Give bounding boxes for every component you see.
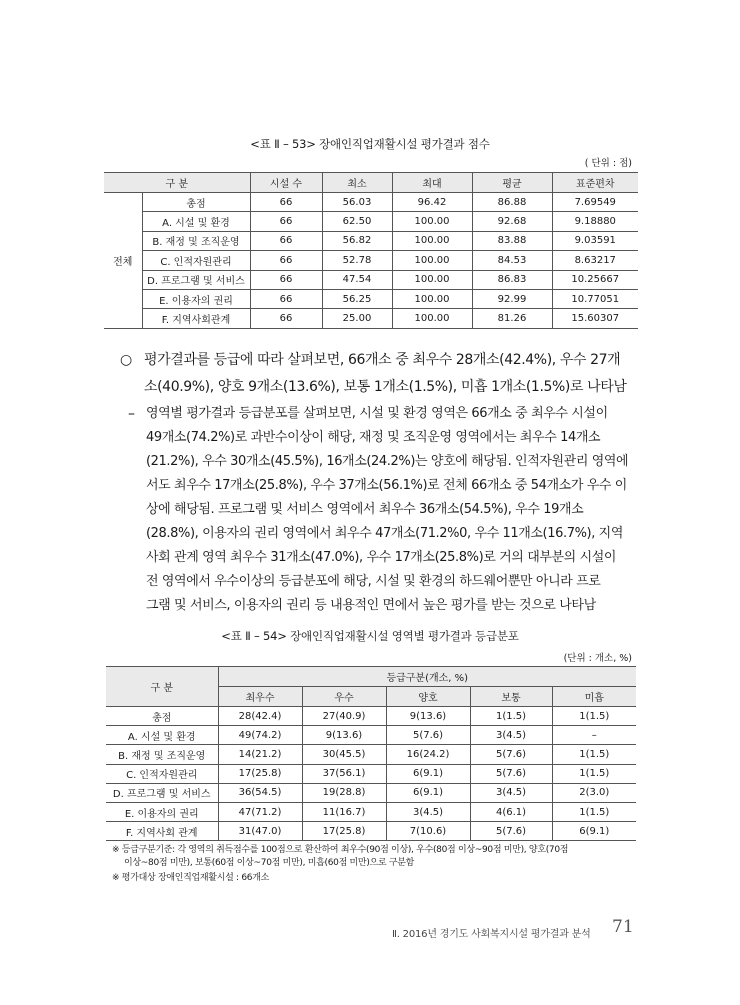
note-grade-criteria-1: ※ 등급구분기준: 각 영역의 취득점수를 100점으로 환산하여 최우수(90점 이상), 우수(80점 이상~90점 미만), 양호(70점 bbox=[112, 845, 569, 855]
bullet-marker: ○ bbox=[120, 352, 132, 368]
cell-value: 3(4.5) bbox=[470, 726, 552, 745]
cell-value: 31(47.0) bbox=[218, 822, 302, 841]
cell-value: 9(13.6) bbox=[386, 707, 470, 726]
cell-avg: 81.26 bbox=[472, 309, 552, 328]
row-label: B. 재정 및 조직운영 bbox=[142, 231, 250, 250]
cell-value: 1(1.5) bbox=[552, 802, 636, 821]
cell-sd: 7.69549 bbox=[552, 193, 638, 212]
table-53-caption: <표 Ⅱ – 53> 장애인직업재활시설 평가결과 점수 bbox=[250, 137, 490, 151]
cell-sd: 15.60307 bbox=[552, 309, 638, 328]
table-row bbox=[104, 231, 638, 250]
cell-value: 5(7.6) bbox=[470, 745, 552, 764]
cell-sd: 8.63217 bbox=[552, 251, 638, 270]
cell-value: 27(40.9) bbox=[302, 707, 386, 726]
cell-count: 66 bbox=[250, 270, 322, 289]
cell-value: 6(9.1) bbox=[386, 783, 470, 802]
row-label: D. 프로그램 및 서비스 bbox=[106, 783, 218, 802]
header-max: 최대 bbox=[392, 173, 472, 193]
row-label: F. 지역사회관계 bbox=[142, 309, 250, 328]
cell-value: 2(3.0) bbox=[552, 783, 636, 802]
cell-value: 14(21.2) bbox=[218, 745, 302, 764]
table-row bbox=[106, 822, 636, 841]
cell-count: 66 bbox=[250, 289, 322, 308]
cell-max: 100.00 bbox=[392, 289, 472, 308]
cell-value: – bbox=[552, 726, 636, 745]
table-row bbox=[104, 251, 638, 270]
header-grade: 보통 bbox=[470, 687, 552, 707]
table-row bbox=[106, 745, 636, 764]
dash-marker: – bbox=[128, 406, 135, 422]
note-grade-criteria-2: 이상~80점 미만), 보통(60점 이상~70점 미만), 미흡(60점 미만)으로 구분함 bbox=[124, 858, 415, 868]
row-label: C. 인적자원관리 bbox=[142, 251, 250, 270]
dash-line-7: 사회 관계 영역 최우수 31개소(47.0%), 우수 17개소(25.8%)로 거의 대부분의 시설이 bbox=[146, 550, 617, 565]
dash-line-6: (28.8%), 이용자의 권리 영역에서 최우수 47개소(71.2%0, 우수 11개소(16.7%), 지역 bbox=[146, 526, 623, 541]
cell-value: 5(7.6) bbox=[470, 764, 552, 783]
cell-min: 56.03 bbox=[322, 193, 392, 212]
dash-line-1: 영역별 평가결과 등급분포를 살펴보면, 시설 및 환경 영역은 66개소 중 최우수 시설이 bbox=[146, 406, 608, 421]
cell-avg: 92.99 bbox=[472, 289, 552, 308]
cell-value: 47(71.2) bbox=[218, 802, 302, 821]
header-grade: 양호 bbox=[386, 687, 470, 707]
cell-value: 49(74.2) bbox=[218, 726, 302, 745]
row-label: 총점 bbox=[106, 707, 218, 726]
table-row bbox=[104, 289, 638, 308]
table-row bbox=[104, 193, 638, 212]
row-label: E. 이용자의 권리 bbox=[142, 289, 250, 308]
cell-value: 1(1.5) bbox=[552, 745, 636, 764]
cell-sd: 10.25667 bbox=[552, 270, 638, 289]
table-header-row bbox=[106, 667, 636, 687]
cell-min: 47.54 bbox=[322, 270, 392, 289]
row-label: F. 지역사회 관계 bbox=[106, 822, 218, 841]
table-row bbox=[106, 783, 636, 802]
dash-line-4: 서도 최우수 17개소(25.8%), 우수 37개소(56.1%)로 전체 66개소 중 54개소가 우수 이 bbox=[146, 478, 627, 493]
dash-line-3: (21.2%), 우수 30개소(45.5%), 16개소(24.2%)는 양호에 해당됨. 인적자원관리 영역에 bbox=[146, 454, 629, 469]
table-row bbox=[104, 212, 638, 231]
cell-value: 7(10.6) bbox=[386, 822, 470, 841]
cell-avg: 83.88 bbox=[472, 231, 552, 250]
header-sd: 표준편차 bbox=[552, 173, 638, 193]
header-grade: 미흡 bbox=[552, 687, 636, 707]
note-target: ※ 평가대상 장애인직업재활시설 : 66개소 bbox=[112, 873, 269, 883]
cell-count: 66 bbox=[250, 309, 322, 328]
cell-min: 56.25 bbox=[322, 289, 392, 308]
cell-max: 100.00 bbox=[392, 212, 472, 231]
cell-sd: 10.77051 bbox=[552, 289, 638, 308]
page-number: 71 bbox=[612, 917, 634, 937]
table-row bbox=[104, 270, 638, 289]
dash-line-2: 49개소(74.2%)로 과반수이상이 해당, 재정 및 조직운영 영역에서는 최우수 14개소 bbox=[146, 430, 601, 445]
score-table bbox=[104, 172, 638, 329]
cell-value: 19(28.8) bbox=[302, 783, 386, 802]
header-avg: 평균 bbox=[472, 173, 552, 193]
cell-min: 25.00 bbox=[322, 309, 392, 328]
cell-max: 100.00 bbox=[392, 251, 472, 270]
cell-value: 11(16.7) bbox=[302, 802, 386, 821]
cell-value: 3(4.5) bbox=[386, 802, 470, 821]
grade-distribution-table bbox=[106, 666, 636, 841]
table-row bbox=[106, 707, 636, 726]
cell-value: 6(9.1) bbox=[552, 822, 636, 841]
row-label: B. 재정 및 조직운영 bbox=[106, 745, 218, 764]
table-row bbox=[104, 309, 638, 328]
cell-value: 6(9.1) bbox=[386, 764, 470, 783]
table-header-row bbox=[104, 173, 638, 193]
cell-value: 3(4.5) bbox=[470, 783, 552, 802]
cell-min: 56.82 bbox=[322, 231, 392, 250]
cell-avg: 92.68 bbox=[472, 212, 552, 231]
table-54-unit: (단위 : 개소, %) bbox=[563, 653, 632, 664]
header-grade: 최우수 bbox=[218, 687, 302, 707]
cell-max: 96.42 bbox=[392, 193, 472, 212]
cell-value: 1(1.5) bbox=[552, 764, 636, 783]
cell-avg: 86.88 bbox=[472, 193, 552, 212]
cell-sd: 9.03591 bbox=[552, 231, 638, 250]
cell-value: 16(24.2) bbox=[386, 745, 470, 764]
cell-value: 30(45.5) bbox=[302, 745, 386, 764]
table-54-caption: <표 Ⅱ – 54> 장애인직업재활시설 영역별 평가결과 등급분포 bbox=[221, 629, 519, 643]
row-label: C. 인적자원관리 bbox=[106, 764, 218, 783]
cell-max: 100.00 bbox=[392, 270, 472, 289]
dash-line-5: 상에 해당됨. 프로그램 및 서비스 영역에서 최우수 36개소(54.5%), 우수 19개소 bbox=[146, 502, 584, 517]
cell-value: 5(7.6) bbox=[386, 726, 470, 745]
row-label: A. 시설 및 환경 bbox=[142, 212, 250, 231]
cell-count: 66 bbox=[250, 231, 322, 250]
running-footer: Ⅱ. 2016년 경기도 사회복지시설 평가결과 분석 bbox=[392, 929, 591, 940]
cell-value: 4(6.1) bbox=[470, 802, 552, 821]
cell-avg: 86.83 bbox=[472, 270, 552, 289]
header-grade: 우수 bbox=[302, 687, 386, 707]
table-row bbox=[106, 802, 636, 821]
header-count: 시설 수 bbox=[250, 173, 322, 193]
cell-max: 100.00 bbox=[392, 231, 472, 250]
header-min: 최소 bbox=[322, 173, 392, 193]
cell-value: 17(25.8) bbox=[218, 764, 302, 783]
cell-count: 66 bbox=[250, 212, 322, 231]
dash-line-9: 그램 및 서비스, 이용자의 권리 등 내용적인 면에서 높은 평가를 받는 것으로 나타남 bbox=[146, 598, 596, 613]
row-label: 총점 bbox=[142, 193, 250, 212]
header-grade-span: 등급구분(개소, %) bbox=[218, 667, 636, 687]
header-category: 구 분 bbox=[104, 173, 250, 193]
cell-count: 66 bbox=[250, 251, 322, 270]
dash-line-8: 전 영역에서 우수이상의 등급분포에 해당, 시설 및 환경의 하드웨어뿐만 아니라 프로 bbox=[146, 574, 601, 589]
header-category: 구 분 bbox=[106, 667, 218, 707]
cell-value: 5(7.6) bbox=[470, 822, 552, 841]
row-label: D. 프로그램 및 서비스 bbox=[142, 270, 250, 289]
table-53-unit: ( 단위 : 점) bbox=[584, 158, 632, 169]
cell-value: 17(25.8) bbox=[302, 822, 386, 841]
cell-value: 28(42.4) bbox=[218, 707, 302, 726]
cell-value: 37(56.1) bbox=[302, 764, 386, 783]
cell-value: 36(54.5) bbox=[218, 783, 302, 802]
cell-avg: 84.53 bbox=[472, 251, 552, 270]
bullet-line-1: 평가결과를 등급에 따라 살펴보면, 66개소 중 최우수 28개소(42.4%), 우수 27개 bbox=[144, 352, 621, 368]
table-row bbox=[106, 726, 636, 745]
cell-value: 1(1.5) bbox=[552, 707, 636, 726]
table-row bbox=[106, 764, 636, 783]
group-label: 전체 bbox=[104, 193, 142, 329]
cell-sd: 9.18880 bbox=[552, 212, 638, 231]
row-label: A. 시설 및 환경 bbox=[106, 726, 218, 745]
cell-max: 100.00 bbox=[392, 309, 472, 328]
row-label: E. 이용자의 권리 bbox=[106, 802, 218, 821]
cell-count: 66 bbox=[250, 193, 322, 212]
cell-min: 52.78 bbox=[322, 251, 392, 270]
cell-min: 62.50 bbox=[322, 212, 392, 231]
cell-value: 1(1.5) bbox=[470, 707, 552, 726]
cell-value: 9(13.6) bbox=[302, 726, 386, 745]
bullet-line-2: 소(40.9%), 양호 9개소(13.6%), 보통 1개소(1.5%), 미흡 1개소(1.5%)로 나타남 bbox=[144, 379, 627, 395]
